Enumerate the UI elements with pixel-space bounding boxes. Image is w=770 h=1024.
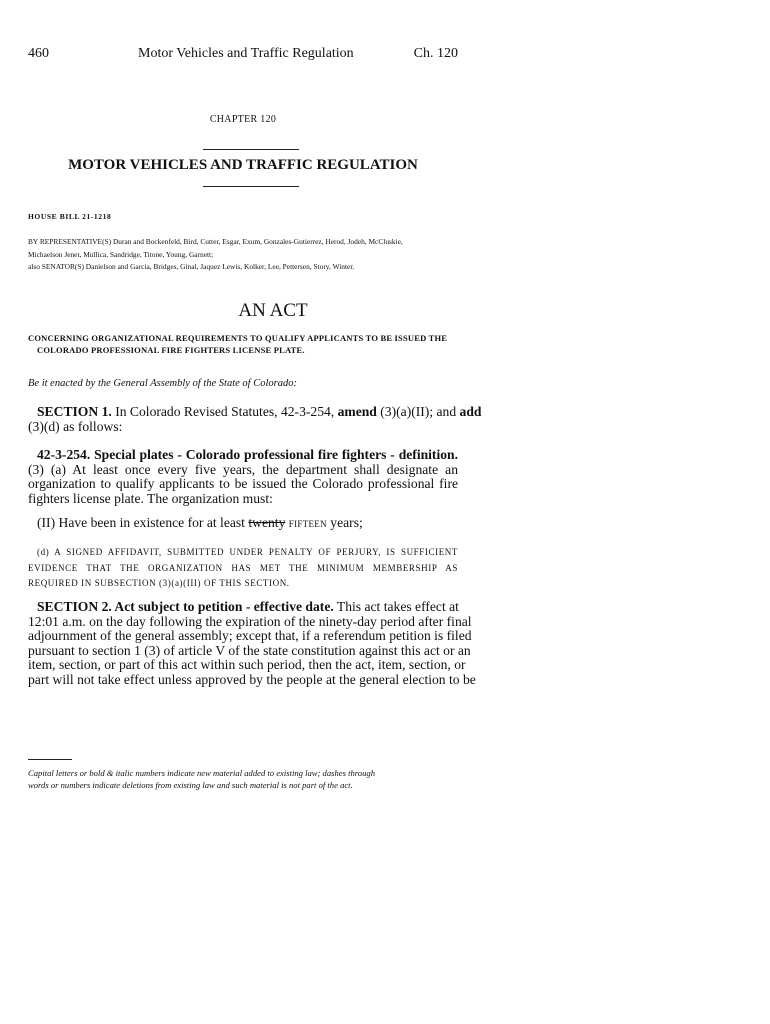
inserted-text: FIFTEEN — [288, 519, 327, 529]
running-head — [28, 46, 458, 64]
section-1-line: (3)(d) as follows: — [28, 418, 123, 434]
sponsor-line: also SENATOR(S) Danielson and Garcia, Bridges, Ginal, Jaquez Lewis, Kolker, Lee, Pettersen, Story, Winter. — [28, 262, 355, 271]
item-d-line: (d) A SIGNED AFFIDAVIT, SUBMITTED UNDER PENALTY OF PERJURY, IS SUFFICIENT — [37, 547, 458, 557]
item-ii-text: (II) Have been in existence for at least — [37, 515, 245, 530]
act-title: AN ACT — [238, 300, 308, 321]
item-d-line: EVIDENCE THAT THE ORGANIZATION HAS MET THE MINIMUM MEMBERSHIP AS — [28, 562, 458, 573]
running-chapter: Ch. 120 — [413, 46, 458, 61]
section-1 — [28, 404, 482, 434]
chapter-title: MOTOR VEHICLES AND TRAFFIC REGULATION — [68, 157, 418, 173]
running-title: Motor Vehicles and Traffic Regulation — [138, 46, 354, 61]
statute-line: (3) (a) At least once every five years, the department shall designate an — [28, 461, 458, 477]
section-2-label: SECTION 2. Act subject to petition - effective date. — [37, 599, 334, 614]
statute-line: organization to qualify applicants to be issued the Colorado professional fire — [28, 476, 458, 492]
item-d-line: REQUIRED IN SUBSECTION (3)(a)(III) OF THIS SECTION. — [28, 578, 290, 588]
statute-section — [28, 448, 458, 506]
chapter-label: CHAPTER 120 — [209, 114, 277, 125]
section-2-text: This act takes effect at — [336, 599, 459, 614]
amend-keyword: amend — [337, 404, 377, 419]
item-d — [28, 545, 458, 592]
footnote — [28, 768, 468, 791]
section-2-line: item, section, or part of this act within such period, then the act, item, section, or — [28, 657, 466, 673]
concerning-line: COLORADO PROFESSIONAL FIRE FIGHTERS LICENSE PLATE. — [37, 345, 305, 355]
section-2 — [28, 599, 476, 688]
section-1-text: (3)(a)(II); and — [380, 404, 457, 419]
statute-heading: 42-3-254. Special plates - Colorado professional fire fighters - definition. — [37, 447, 458, 462]
title-rule-bottom — [203, 186, 299, 187]
title-rule-top — [203, 149, 299, 150]
footnote-line: words or numbers indicate deletions from existing law and such material is not part of the act. — [28, 779, 353, 790]
enacting-clause: Be it enacted by the General Assembly of the State of Colorado: — [28, 378, 297, 389]
footnote-rule — [28, 759, 72, 760]
concerning-line: CONCERNING ORGANIZATIONAL REQUIREMENTS TO QUALIFY APPLICANTS TO BE ISSUED THE — [28, 333, 448, 343]
concerning-clause — [28, 332, 458, 356]
bill-number: HOUSE BILL 21-1218 — [28, 212, 112, 221]
page-number: 460 — [28, 46, 49, 61]
section-1-line — [28, 404, 482, 420]
section-1-text: In Colorado Revised Statutes, 42-3-254, — [115, 404, 335, 419]
section-2-line: 12:01 a.m. on the day following the expiration of the ninety-day period after final — [28, 613, 472, 629]
section-2-line — [28, 600, 458, 615]
section-2-line: part will not take effect unless approved by the people at the general election to be — [28, 671, 476, 687]
sponsors — [28, 236, 468, 274]
item-ii — [28, 516, 467, 532]
section-2-line: pursuant to section 1 (3) of article V of the state constitution against this act or an — [28, 642, 471, 658]
item-ii-end: years; — [330, 515, 363, 530]
section-2-line: adjournment of the general assembly; except that, if a referendum petition is filed — [28, 628, 472, 644]
sponsor-line: Michaelson Jenet, Mullica, Sandridge, Titone, Young, Garnett; — [28, 249, 214, 259]
add-keyword: add — [459, 404, 482, 419]
statute-line: fighters license plate. The organization must: — [28, 490, 273, 506]
sponsor-line: BY REPRESENTATIVE(S) Duran and Bockenfeld, Bird, Cutter, Esgar, Exum, Gonzales-Gutierrez, Herod, Jodeh, McCluskie, — [28, 237, 403, 246]
footnote-line: Capital letters or bold & italic numbers indicate new material added to existing law; dashes through — [28, 768, 375, 778]
deleted-text: twenty — [248, 515, 286, 530]
section-1-label: SECTION 1. — [37, 404, 112, 419]
